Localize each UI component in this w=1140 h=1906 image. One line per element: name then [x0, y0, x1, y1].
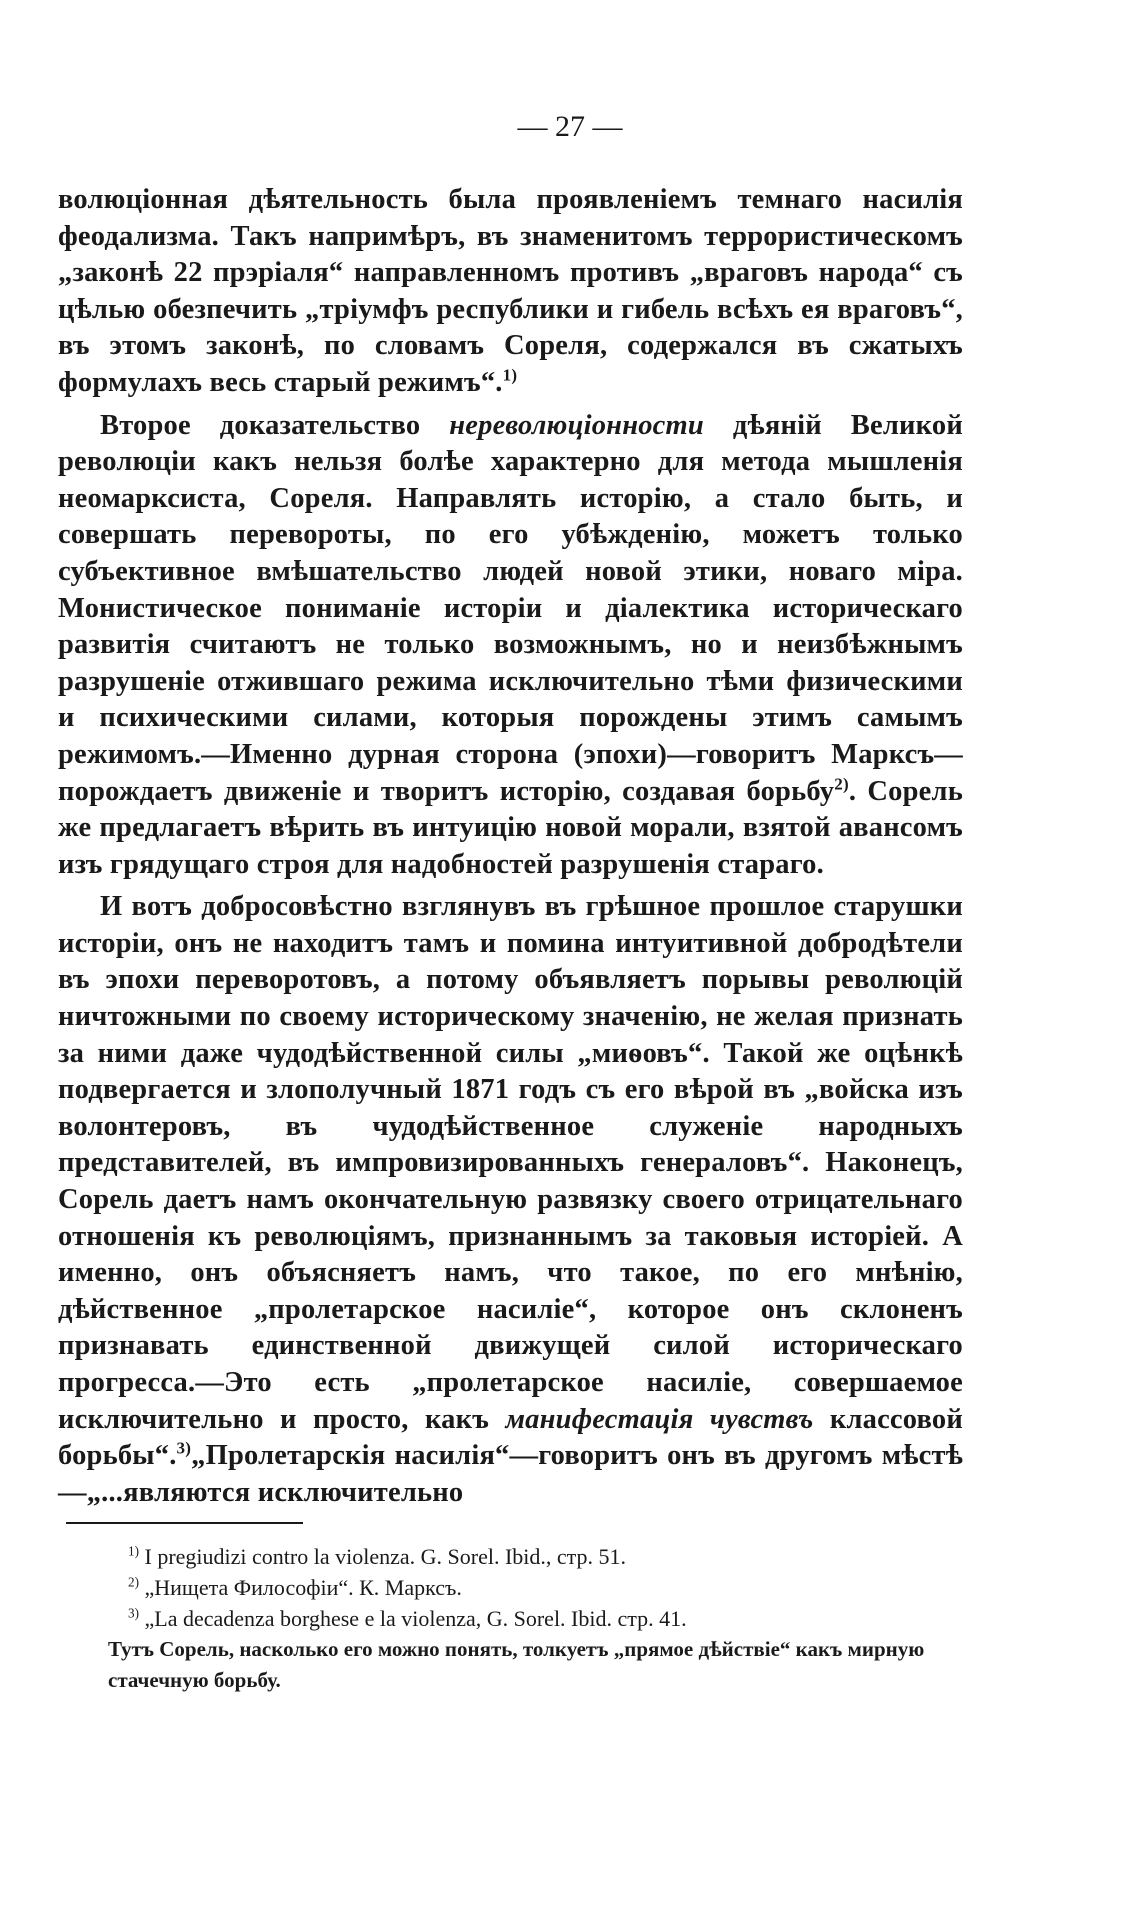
paragraph-2-pre: Второе доказательство [100, 409, 450, 441]
page-number: — 27 — [517, 110, 623, 143]
paragraph-3-emphasis: манифестація чувствъ [505, 1403, 814, 1435]
footnote-2 [58, 1572, 963, 1603]
paragraph-2-post: дѣяній Великой революціи какъ нельзя болѣе характерно для метода мышленія неомарксиста, Сореля. Направлять исторію, а стало быть, и совершать перевороты, по его убѣжденію, можетъ только субъективное вмѣшательство людей новой этики, новаго міра. Монистическое пониманіе исторіи и діалектика историческаго развитія считаютъ не только возможнымъ, но и неизбѣжнымъ разрушеніе отжившаго режима исключительно тѣми физическими и психическими силами, которыя порождены этимъ самымъ режимомъ.—Именно дурная сторона (эпохи)—говоритъ Марксъ—порождаетъ движеніе и творитъ исторію, создавая борьбу [58, 409, 963, 807]
footnote-1-mark: 1) [128, 1543, 139, 1559]
footnote-1-text: I pregiudizi contro la violenza. G. Sorel. Ibid., стр. 51. [144, 1544, 627, 1569]
footnote-ref-3: 3) [176, 1438, 192, 1458]
main-text [58, 182, 963, 1517]
footnotes [58, 1541, 963, 1696]
paragraph-3 [58, 889, 963, 1511]
footnote-3-mark: 3) [128, 1605, 139, 1621]
footnote-3-continuation: Тутъ Сорель, насколько его можно понять, толкуетъ „прямое дѣйствіе“ какъ мирную стачечную борьбу. [108, 1637, 925, 1692]
paragraph-3-lead: И вотъ добросовѣстно взглянувъ въ грѣшное прошлое старушки исторіи, онъ не находитъ тамъ и помина интуитивной добродѣтели въ эпохи переворотовъ, а потому объявляетъ порывы революцій ничтожными по своему историческому значенію, не желая признать за ними даже чудодѣйственной силы „миѳовъ“. Такой же оцѣнкѣ подвергается и злополучный 1871 годъ съ его вѣрой въ „войска изъ волонтеровъ, въ чудодѣйственное служеніе народныхъ представителей, въ импровизированныхъ генераловъ“. Наконецъ, Сорель даетъ намъ окончательную развязку своего отрицательнаго отношенія къ революціямъ, признаннымъ за таковыя исторіей. А именно, онъ объясняетъ намъ, что такое, по его мнѣнію, дѣйственное „пролетарское насиліе“, которое онъ склоненъ признавать единственной движущей силой историческаго прогресса.—Это есть „пролетарское насиліе, совершаемое исключительно и просто, какъ [58, 891, 963, 1435]
footnote-divider [66, 1522, 303, 1524]
paragraph-2 [58, 408, 963, 884]
footnote-1 [58, 1541, 963, 1572]
footnote-2-text: „Нищета Философіи“. К. Марксъ. [144, 1575, 462, 1600]
paragraph-1 [58, 182, 963, 402]
footnote-ref-1: 1) [502, 365, 518, 385]
paragraph-2-tail: . Сорель же предлагаетъ вѣрить въ интуицію новой морали, взятой авансомъ изъ грядущаго строя для надобностей разрушенія стараго. [58, 775, 963, 880]
footnote-3-text: „La decadenza borghese e la violenza, G. Sorel. Ibid. стр. 41. [144, 1606, 687, 1631]
paragraph-2-emphasis: нереволюціонности [449, 409, 704, 441]
paragraph-3-tail: „Пролетарскія насилія“—говоритъ онъ въ другомъ мѣстѣ —„...являются исключительно [58, 1440, 963, 1508]
paragraph-3-mid: классовой борьбы“. [58, 1403, 963, 1472]
footnote-2-mark: 2) [128, 1574, 139, 1590]
footnote-3 [58, 1603, 963, 1634]
footnote-ref-2: 2) [834, 774, 849, 793]
paragraph-1-text: волюціонная дѣятельность была проявленіемъ темнаго насилія феодализма. Такъ напримѣръ, въ знаменитомъ террористическомъ „законѣ 22 прэріаля“ направленномъ противъ „враговъ народа“ съ цѣлью обезпечить „тріумфъ республики и гибель всѣхъ ея враговъ“, въ этомъ законѣ, по словамъ Сореля, содержался въ сжатыхъ формулахъ весь старый режимъ“. [58, 184, 963, 398]
